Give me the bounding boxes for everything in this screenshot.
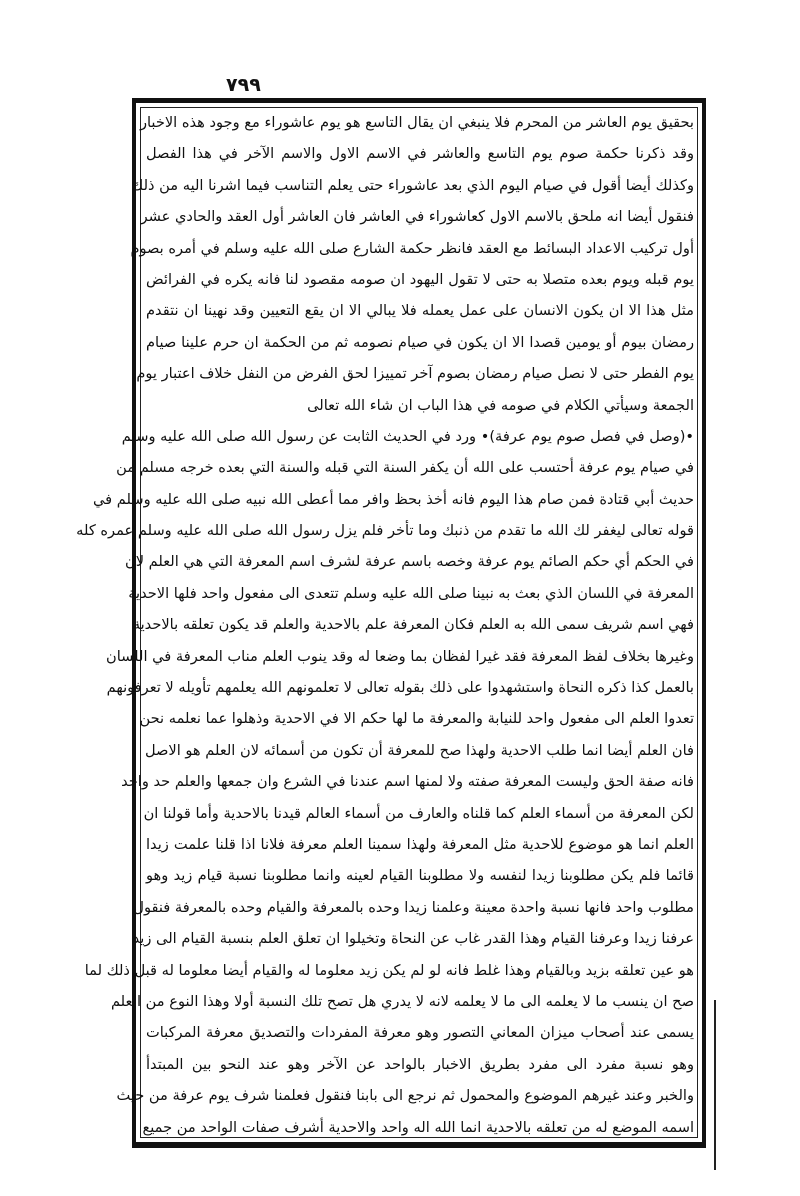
text-line: أول تركيب الاعداد البسائط مع العقد فانظر حكمة الشارع صلى الله عليه وسلم في أمره بصوم xyxy=(130,239,694,257)
text-line: فهي اسم شريف سمى الله به العلم فكان المعرفة علم بالاحدية والعلم قد يكون تعلقه بالاحدية xyxy=(132,616,694,634)
text-line: في الحكم أي حكم الصائم يوم عرفة وخصه باسم عرفة لشرف اسم المعرفة التي هي العلم لان xyxy=(125,553,694,571)
text-line: في صيام يوم عرفة أحتسب على الله أن يكفر السنة التي قبله والسنة التي بعده خرجه مسلم من xyxy=(116,459,694,477)
text-line: قوله تعالى ليغفر لك الله ما تقدم من ذنبك وما تأخر فلم يزل رسول الله صلى الله عليه وسلم عمره كله xyxy=(76,522,694,540)
text-line: الجمعة وسيأتي الكلام في صومه في هذا الباب ان شاء الله تعالى xyxy=(307,396,694,414)
text-line: قائما فلم يكن مطلوبنا زيدا لنفسه ولا مطلوبنا القيام لعينه وانما مطلوبنا نسبة قيام زيد وهو xyxy=(146,867,694,885)
text-line: المعرفة في اللسان الذي بعث به نبينا صلى الله عليه وسلم تتعدى الى مفعول واحد فلها الاحدية xyxy=(128,584,694,602)
page-number: ٧٩٩ xyxy=(226,74,261,96)
text-line: فنقول أيضا انه ملحق بالاسم الاول كعاشوراء في العاشر فان العاشر أول العقد والحادي عشر xyxy=(140,208,694,226)
text-line: رمضان بيوم أو يومين قصدا الا ان يكون في صيام نصومه ثم من الحكمة ان حرم علينا صيام xyxy=(146,333,694,351)
text-line: فانه صفة الحق وليست المعرفة صفته ولا لمنها اسم عندنا في الشرع وان جمعها والعلم حد واحد xyxy=(121,773,694,791)
text-line: وقد ذكرنا حكمة صوم يوم التاسع والعاشر في الاسم الاول والاسم الآخر في هذا الفصل xyxy=(146,145,694,163)
text-line: بالعمل كذا ذكره النحاة واستشهدوا على ذلك بقوله تعالى لا تعلمونهم الله يعلمهم تأويله لا تعرفونهم xyxy=(106,679,694,697)
text-line: وغيرها بخلاف لفظ المعرفة فقد غيرا لفظان بما وضعا له وقد ينوب العلم مناب المعرفة في اللسان xyxy=(105,647,694,665)
text-line: حديث أبي قتادة فمن صام هذا اليوم فانه أخذ بحظ وافر مما أعطى الله نبيه صلى الله عليه وسلم في xyxy=(93,490,694,508)
text-line: وهو نسبة مفرد الى مفرد بطريق الاخبار بالواحد عن الآخر وهو عند النحو بين المبتدأ xyxy=(146,1055,694,1073)
text-line: اسمه الموضع له من تعلقه بالاحدية انما الله اله واحد والاحدية أشرف صفات الواحد من جميع xyxy=(142,1118,694,1136)
text-line: فان العلم أيضا انما طلب الاحدية ولهذا صح للمعرفة أن تكون من أسمائه لان العلم هو الاصل xyxy=(144,741,694,759)
text-line: بحقيق يوم العاشر من المحرم فلا ينبغي ان يقال التاسع هو يوم عاشوراء مع وجود هذه الاخبار xyxy=(139,114,694,131)
text-line: مطلوب واحد فانها نسبة واحدة معينة وعلمنا زيدا وحده بالمعرفة والقيام وحده بالمعرفة فنقول xyxy=(133,898,694,916)
text-line: يوم قبله ويوم بعده متصلا به حتى لا تقول اليهود ان صومه مقصود لنا فانه يكره في الفرائض xyxy=(146,270,694,288)
text-line: وكذلك أيضا أقول في صيام اليوم الذي بعد عاشوراء حتى يعلم التناسب فيما اشرنا اليه من ذلك xyxy=(131,176,694,194)
text-line: لكن المعرفة من أسماء العلم كما قلناه والعارف من أسماء العالم قيدنا بالاحدية وأما قولنا ان xyxy=(143,804,694,822)
text-line: •(وصل في فصل صوم يوم عرفة)• ورد في الحديث الثابت عن رسول الله صلى الله عليه وسلم xyxy=(121,427,694,445)
text-line: عرفنا زيدا وعرفنا القيام وهذا القدر غاب عن النحاة وتخيلوا ان تعلق العلم بنسبة القيام الى زيد xyxy=(132,930,694,948)
text-line: يوم الفطر حتى لا نصل صيام رمضان بصوم آخر تمييزا لحق الفرض من النفل خلاف اعتبار يوم xyxy=(136,365,694,383)
text-line: العلم انما هو موضوع للاحدية مثل المعرفة ولهذا سمينا العلم معرفة فلانا اذا قلنا علمت زيدا xyxy=(146,835,694,853)
text-line: هو عين تعلقه بزيد وبالقيام وهذا غلط فانه لو لم يكن زيد معلوما له والقيام أيضا معلوما له قبل ذلك لما xyxy=(84,961,694,979)
margin-rule xyxy=(714,1000,716,1170)
text-line: مثل هذا الا ان يكون الانسان على عمل يعمله فلا يبالي الا ان يقع التعيين وقد نهينا ان نتقدم xyxy=(146,302,694,320)
text-line: تعدوا العلم الى مفعول واحد للنيابة والمعرفة ما لها حكم الا في الاحدية وذهلوا عما نعلمه نحن xyxy=(139,710,694,728)
text-line: صح ان ينسب ما لا يعلمه الى ما لا يعلمه لانه لا يدري هل تصح تلك النسبة أولا وهذا النوع من العلم xyxy=(110,992,694,1010)
text-body xyxy=(76,107,694,1143)
text-line: والخبر وعند غيرهم الموضوع والمحمول ثم نرجع الى بابنا فنقول فعلمنا شرف يوم عرفة من حيث xyxy=(116,1087,694,1105)
text-line: يسمى عند أصحاب ميزان المعاني التصور وهو معرفة المفردات والتصديق معرفة المركبات xyxy=(146,1024,694,1042)
page-frame xyxy=(76,98,706,1148)
